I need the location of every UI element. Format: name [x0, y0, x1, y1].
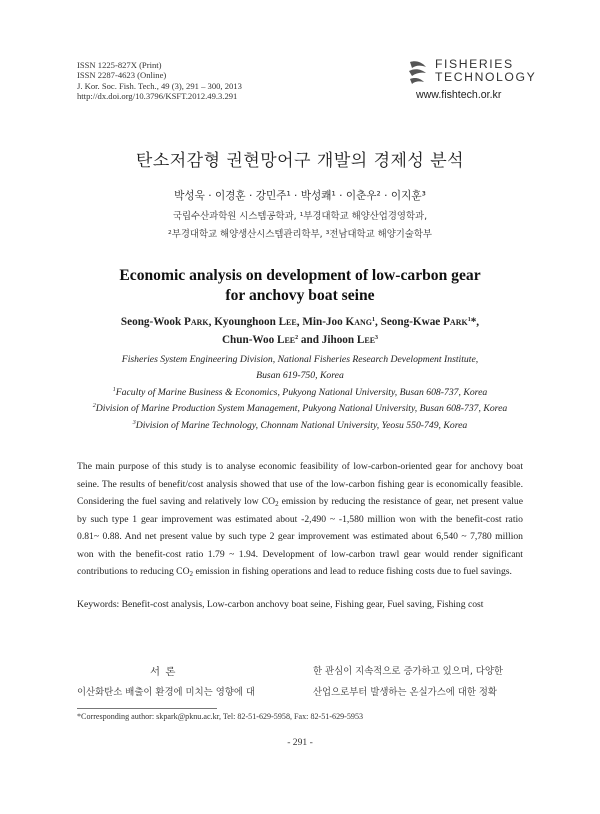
author-2: Kyounghoon Lee: [214, 316, 297, 328]
journal-logo: [406, 57, 537, 108]
author-4: Seong-Kwae Park$^1$*: [380, 316, 477, 328]
abstract: The main purpose of this study is to analyse economic feasibility of low-carbon-oriented gear for anchovy boat seine. The results of benefit/cost analysis showed that use of the low-carbon fishing gear is economically feasible. Considering the fuel saving and relatively low $CO_2$ emission by reducing the resistance of gear, net present value by such type 1 gear improvement was estimated about -2,490 ~ -1,580 million won with the benefit-cost ratio 0.81~ 0.88. And net present value by such type 2 gear improvement was estimated about 6,540 ~ 7,780 million won with the benefit-cost ratio 1.79 ~ 1.94. Development of low-carbon trawl gear would render significant contributions to reducing $CO_2$ emission in fishing operations and lead to reduce fishing costs due to fuel savings.: [77, 461, 523, 578]
logo-line-1: FISHERIES: [435, 57, 514, 71]
korean-title: 탄소저감형 권현망어구 개발의 경제성 분석: [135, 151, 465, 171]
issn-online: ISSN 2287-4623 (Online): [77, 70, 167, 81]
corresponding-author-footnote: *Corresponding author: skpark@pknu.ac.kr, Tel: 82-51-629-5958, Fax: 82-51-629-5953: [77, 712, 364, 721]
footnote-divider: [77, 708, 217, 709]
logo-wordmark: [435, 58, 536, 83]
english-affiliation-main-1: Fisheries System Engineering Division, National Fisheries Research Development Institute,: [121, 354, 479, 365]
issn-print: ISSN 1225-827X (Print): [77, 60, 162, 70]
english-title-line-1: Economic analysis on development of low-carbon gear: [119, 267, 481, 284]
author-3: Min-Joo Kang$^1$: [302, 316, 376, 328]
journal-website-link[interactable]: www.fishtech.or.kr: [416, 89, 502, 101]
right-column-line-1: 한 관심이 지속적으로 증가하고 있으며, 다양한: [313, 666, 503, 677]
fisheries-technology-logo-icon: [406, 59, 430, 85]
doi-link[interactable]: http://dx.doi.org/10.3796/KSFT.2012.49.3.291: [77, 91, 238, 102]
logo-line-2: TECHNOLOGY: [435, 69, 537, 84]
english-affiliation-main-2: Busan 619-750, Korea: [256, 370, 344, 381]
left-column-line-1: 이산화탄소 배출이 환경에 미치는 영향에 대: [77, 687, 255, 698]
korean-authors: 박성욱 · 이경훈 · 강민주¹ · 박성쾌¹ · 이춘우² · 이지훈³: [174, 190, 426, 202]
english-authors-line-1: Seong-Wook Park, Kyounghoon Lee, Min-Joo Kang$^1$, Seong-Kwae Park$^1$*,: [120, 316, 480, 328]
english-title: [0, 266, 600, 306]
page-number: - 291 -: [287, 737, 313, 748]
korean-affiliation-1: 국립수산과학원 시스템공학과, ¹부경대학교 해양산업경영학과,: [172, 211, 428, 222]
journal-metadata: [77, 60, 242, 102]
author-6: Jihoon Lee$^3$: [321, 334, 379, 346]
english-affiliation-3: $^3$Division of Marine Technology, Chonnam National University, Yeosu 550-749, Korea: [132, 420, 468, 431]
korean-affiliation-2: ²부경대학교 해양생산시스템관리학부, ³전남대학교 해양기술학부: [168, 229, 432, 240]
author-1: Seong-Wook Park: [120, 316, 209, 328]
journal-reference: J. Kor. Soc. Fish. Tech., 49 (3), 291 – 300, 2013: [77, 80, 242, 91]
english-affiliation-2: $^2$Division of Marine Production System Management, Pukyong National University, Busan 608-737, Korea: [92, 403, 508, 414]
right-column-line-2: 산업으로부터 발생하는 온실가스에 대한 정확: [313, 687, 497, 698]
english-authors-line-2: Chun-Woo Lee$^2$ and Jihoon Lee$^3$: [221, 334, 379, 346]
english-affiliation-1: $^1$Faculty of Marine Business & Economics, Pukyong National University, Busan 608-737, Korea: [112, 387, 488, 398]
section-heading-introduction: 서 론: [150, 666, 177, 678]
keywords: Keywords: Benefit-cost analysis, Low-carbon anchovy boat seine, Fishing gear, Fuel saving, Fishing cost: [77, 599, 484, 610]
english-title-line-2: for anchovy boat seine: [225, 287, 375, 304]
author-5: Chun-Woo Lee$^2$: [221, 334, 299, 346]
